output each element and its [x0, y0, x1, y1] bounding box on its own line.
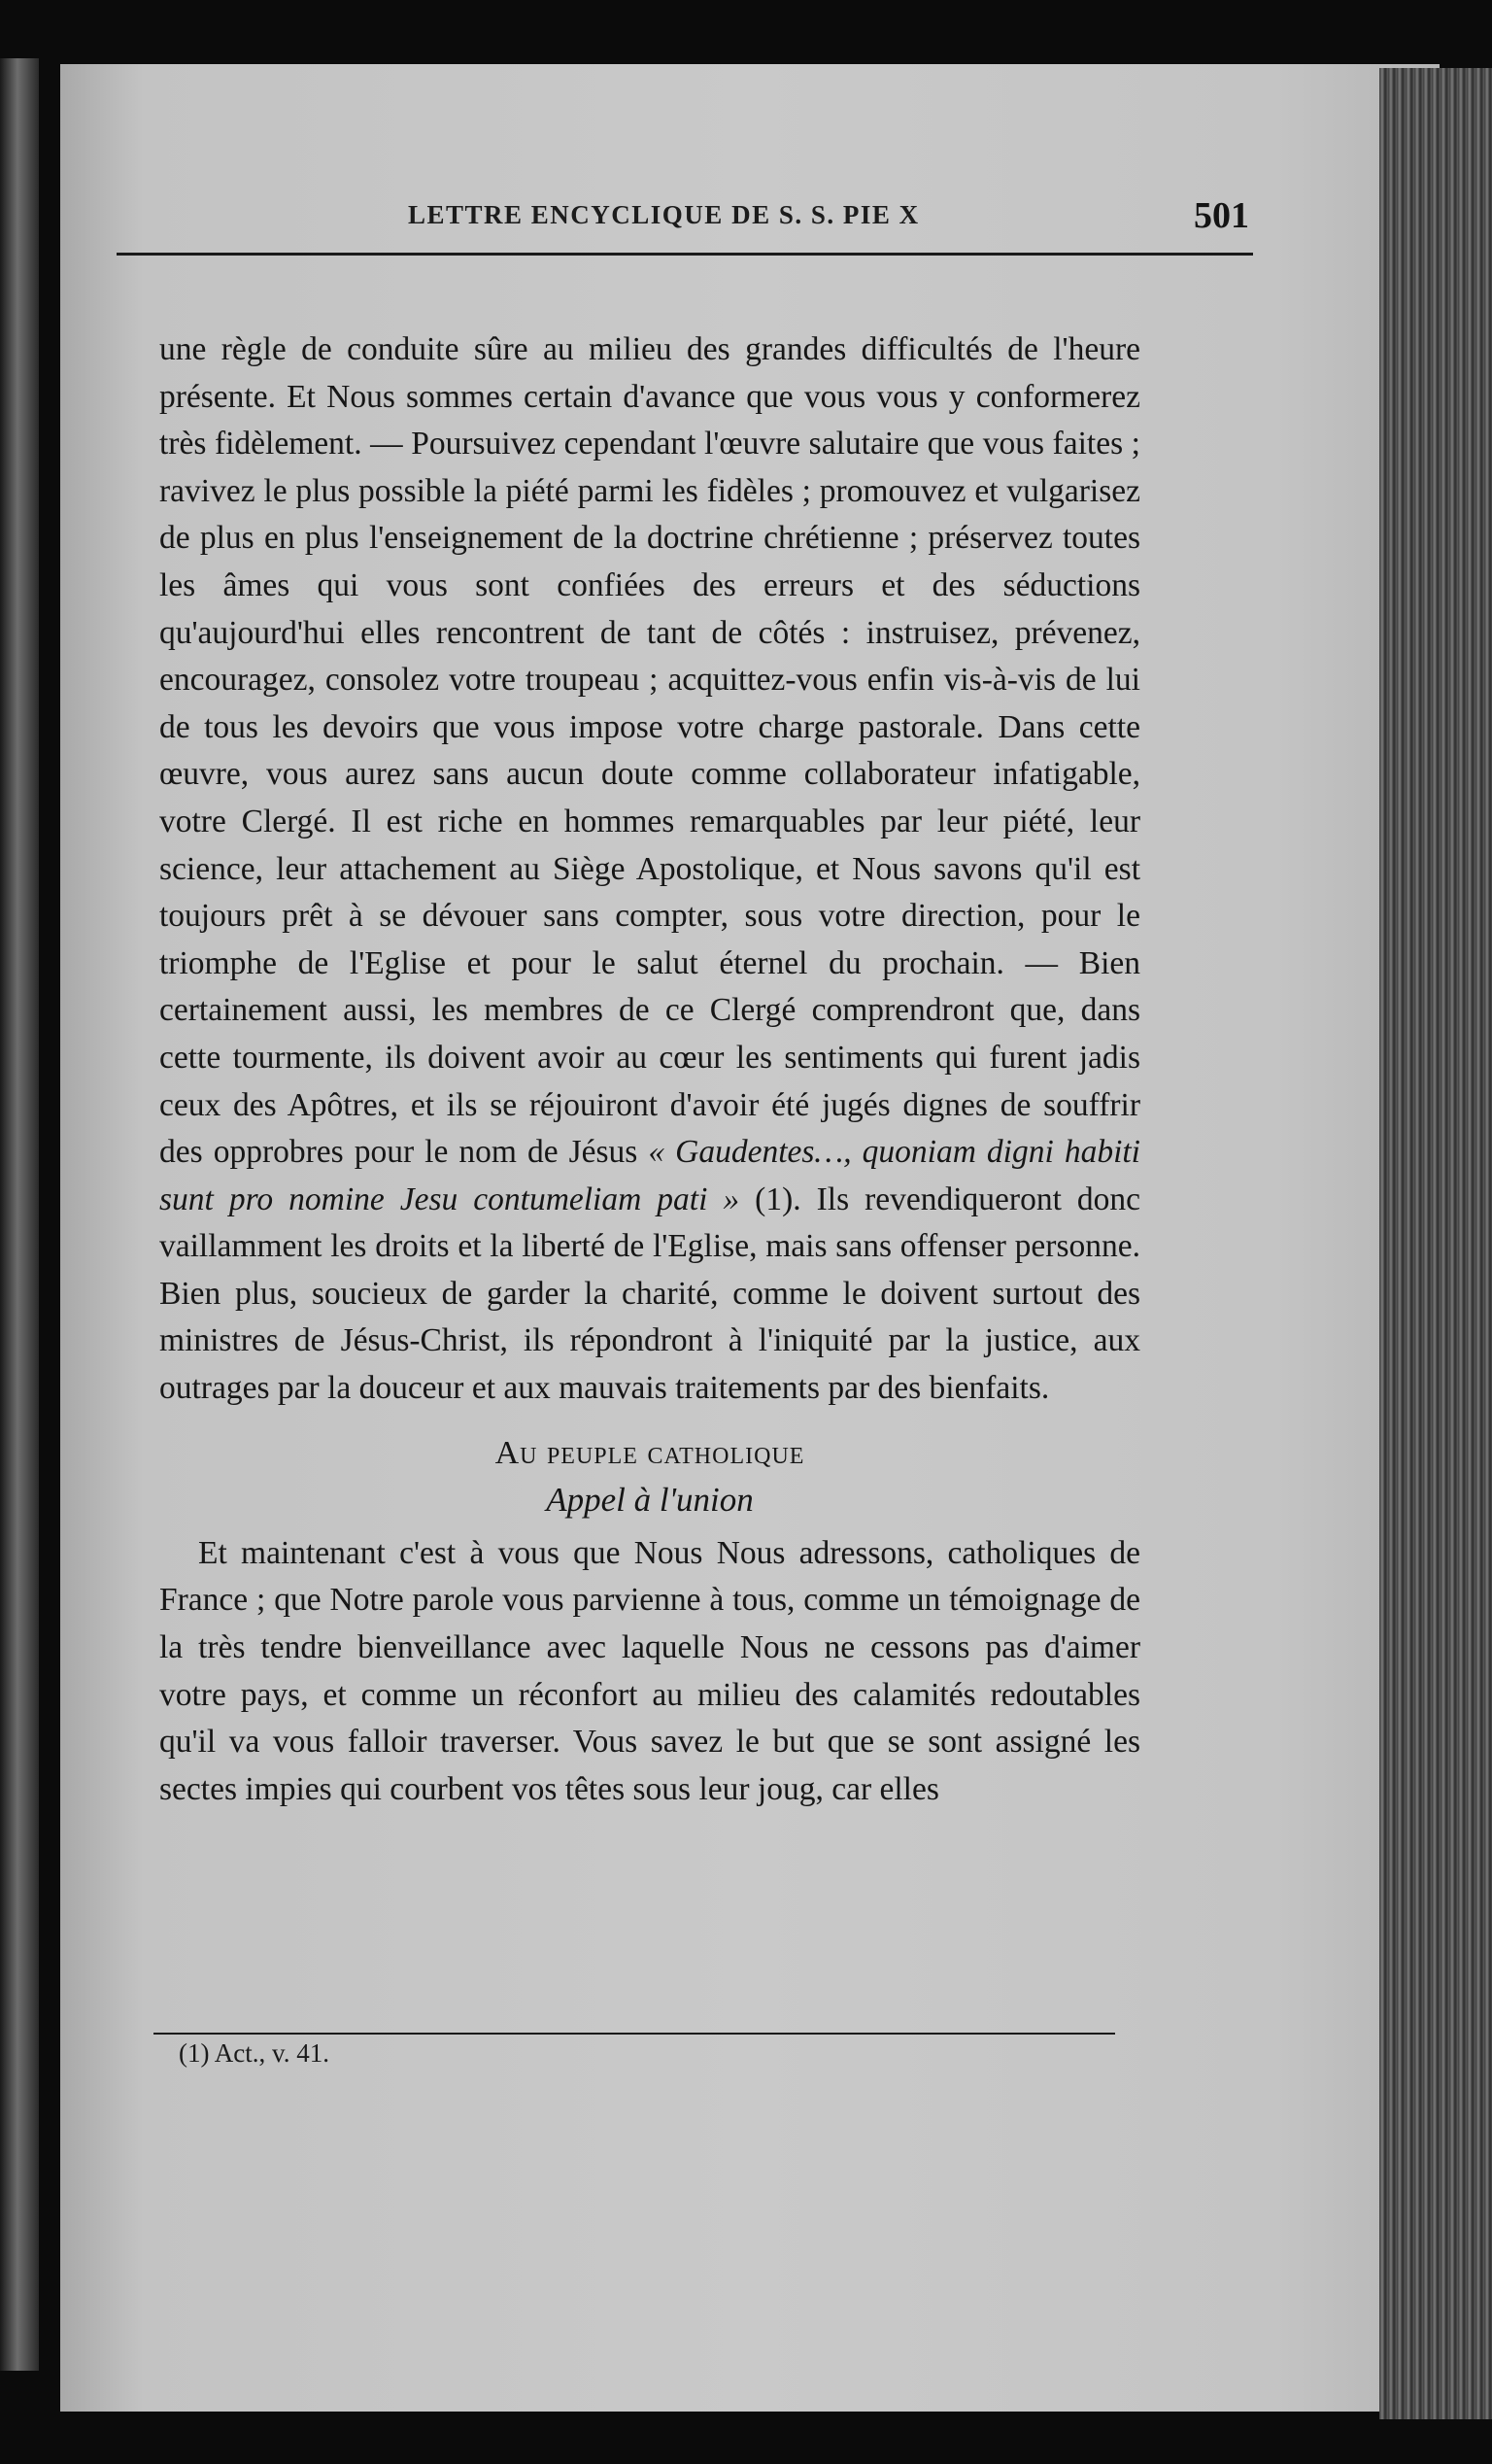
running-title: LETTRE ENCYCLIQUE DE S. S. PIE X: [408, 200, 920, 229]
section-subheading: Appel à l'union: [546, 1481, 754, 1520]
paragraph-1-continuation: . Ils revendiqueront donc vaillamment les droits et la liberté de l'Eglise, mais sans offenser personne. Bien plus, soucieux de garder la charité, comme le doivent surtout des ministres de Jésus-Christ, ils répondront à l'iniquité par la justice, aux outrages par la douceur et aux mauvais traitements par des bienfaits.: [159, 1181, 1140, 1407]
footnote-reference: (1): [755, 1181, 794, 1217]
latin-quote: « Gaudentes…, quoniam digni habiti sunt pro nomine Jesu contumeliam pati »: [159, 1134, 1140, 1217]
book-spine-left: [0, 58, 39, 2371]
page-number: 501: [1194, 195, 1249, 236]
page-header: [117, 194, 1253, 256]
page-edges: [1379, 68, 1492, 2419]
main-text: [159, 326, 1140, 1813]
paragraph-1-text: une règle de conduite sûre au milieu des grandes difficultés de l'heure présente. Et Nous sommes certain d'avance que vous vous y conformerez très fidèlement. — Poursuivez cependant l'œuvre salutaire que vous faites ; ravivez le plus possible la piété parmi les fidèles ; promouvez et vulgarisez de plus en plus l'enseignement de la doctrine chrétienne ; préservez toutes les âmes qui vous sont confiées des erreurs et des séductions qu'aujourd'hui elles rencontrent de tant de côtés : instruisez, prévenez, encouragez, consolez votre troupeau ; acquittez-vous enfin vis-à-vis de lui de tous les devoirs que vous impose votre charge pastorale. Dans cette œuvre, vous aurez sans aucun doute comme collaborateur infatigable, votre Clergé. Il est riche en hommes remarquables par leur piété, leur science, leur attachement au Siège Apostolique, et Nous savons qu'il est toujours prêt à se dévouer sans compter, sous votre direction, pour le triomphe de l'Eglise et pour le salut éternel du prochain. — Bien certainement aussi, les membres de ce Clergé comprendront que, dans cette tourmente, ils doivent avoir au cœur les sentiments qui furent jadis ceux des Apôtres, et ils se réjouiront d'avoir été jugés dignes de souffrir des opprobres pour le nom de Jésus: [159, 331, 1140, 1171]
paragraph-2: Et maintenant c'est à vous que Nous Nous adressons, catholiques de France ; que Notre parole vous parvienne à tous, comme un témoignage de la très tendre bienveillance avec laquelle Nous ne cessons pas d'aimer votre pays, et comme un réconfort au milieu des calamités redoutables qu'il va vous falloir traverser. Vous savez le but que se sont assigné les sectes impies qui courbent vos têtes sous leur joug, car elles: [159, 1534, 1140, 1807]
footnote-divider: [153, 2033, 1115, 2035]
section-heading: Au peuple catholique: [494, 1434, 805, 1471]
paragraph-1: [159, 326, 1140, 1413]
footnote: (1) Act., v. 41.: [179, 2038, 329, 2068]
